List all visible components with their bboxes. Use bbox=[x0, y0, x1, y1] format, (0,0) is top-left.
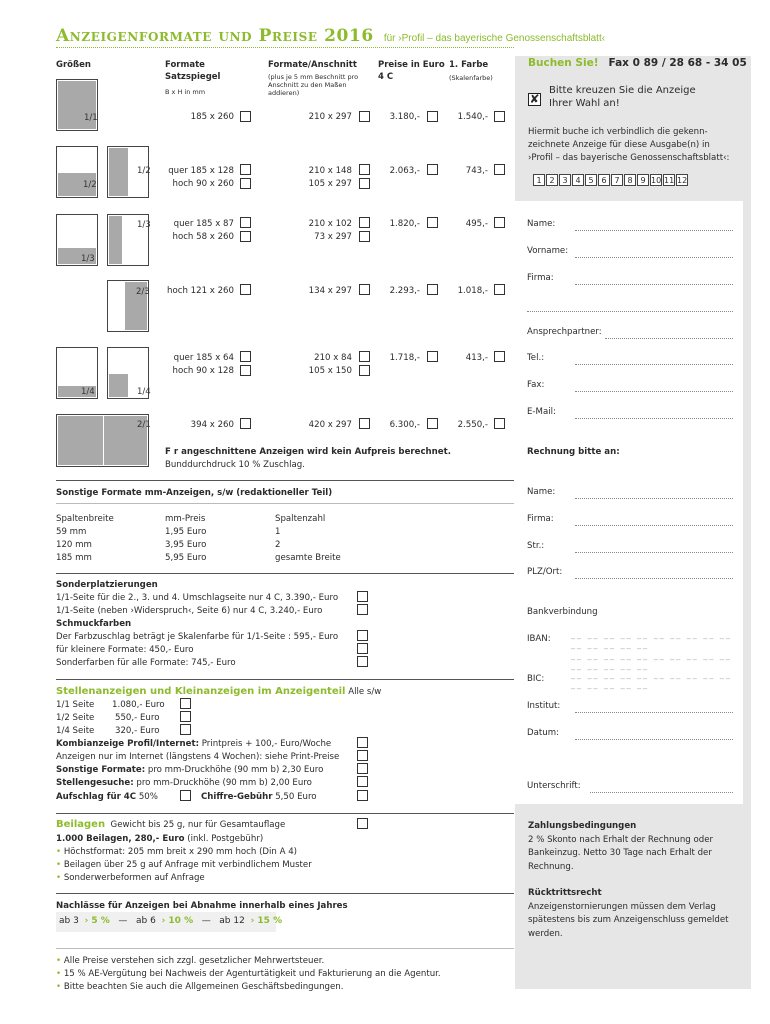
field-label: Str.: bbox=[527, 541, 545, 551]
checkbox-1-3-an-hoch[interactable] bbox=[359, 231, 370, 242]
frac-label: 1/2 bbox=[83, 180, 97, 190]
mm-cell: 120 mm bbox=[56, 540, 92, 550]
stellen-row-price: 1.080,- Euro bbox=[112, 700, 165, 710]
kombi-label: Kombianzeige Profil/Internet: bbox=[56, 739, 200, 749]
field-label: Vorname: bbox=[527, 246, 569, 256]
zahlung-text: 2 % Skonto nach Erhalt der Rechnung oder Bankeinzug. Netto 30 Tage nach Erhalt der Rechnung. bbox=[528, 835, 714, 872]
price-farbe: 1.018,- bbox=[457, 286, 488, 296]
nachlass-p1: › 5 % bbox=[84, 916, 110, 926]
checkbox-aufschlag[interactable] bbox=[180, 790, 191, 801]
rechnung-str-field[interactable] bbox=[575, 552, 733, 553]
checkbox-1-3-farbe[interactable] bbox=[494, 217, 505, 228]
field-label: PLZ/Ort: bbox=[527, 567, 563, 577]
price-4c: 1.718,- bbox=[389, 353, 420, 363]
mm-cell: 185 mm bbox=[56, 553, 92, 563]
col-preise: Preise in Euro bbox=[378, 60, 445, 70]
mm-cell: gesamte Breite bbox=[275, 553, 341, 563]
field-label: Name: bbox=[527, 219, 556, 229]
field-label: Institut: bbox=[527, 701, 561, 711]
beilagen-bullet: • Höchstformat: 205 mm breit x 290 mm hoch (Din A 4) bbox=[56, 847, 297, 858]
thumb-2-1 bbox=[56, 414, 149, 467]
checkbox-2-1-satz[interactable] bbox=[240, 418, 251, 429]
price-4c: 3.180,- bbox=[389, 112, 420, 122]
field-label: Datum: bbox=[527, 728, 559, 738]
satz-hoch: hoch 90 x 128 bbox=[172, 366, 234, 376]
chiffre-label: Chiffre-Gebühr bbox=[201, 792, 273, 802]
mm-cell: 3,95 Euro bbox=[165, 540, 207, 550]
beilagen-bullet: • Sonderwerbeformen auf Anfrage bbox=[56, 873, 205, 884]
checkbox-sonder-umschlag[interactable] bbox=[357, 591, 368, 602]
checkbox-sonder-widerspruch[interactable] bbox=[357, 604, 368, 615]
price-4c: 2.293,- bbox=[389, 286, 420, 296]
gesuche-text: pro mm-Druckhöhe (90 mm b) 2,00 Euro bbox=[133, 778, 312, 788]
rechnung-name-field[interactable] bbox=[575, 498, 733, 499]
stellen-heading bbox=[56, 685, 381, 698]
email-field[interactable] bbox=[575, 418, 733, 419]
stellen-row-label: 1/2 Seite bbox=[56, 713, 95, 723]
field-label: BIC: bbox=[527, 674, 545, 684]
beilagen-gewicht: Gewicht bis 25 g, nur für Gesamtauflage bbox=[110, 820, 286, 830]
satz-value: 185 x 260 bbox=[190, 112, 234, 122]
zahlung-title: Zahlungsbedingungen bbox=[528, 821, 637, 831]
ansprechpartner-field[interactable] bbox=[605, 338, 733, 339]
sonder-line: Sonderfarben für alle Formate: 745,- Euro bbox=[56, 658, 236, 668]
satz-quer: quer 185 x 128 bbox=[168, 166, 234, 176]
gesuche-label: Stellengesuche: bbox=[56, 778, 134, 788]
ausgabe-box[interactable]: 4 bbox=[572, 174, 584, 186]
divider bbox=[56, 893, 514, 894]
rueck-text: Anzeigenstornierungen müssen dem Verlag spätestens bis zum Anzeigenschluss gemeldet werden. bbox=[528, 902, 729, 939]
checkbox-1-2-4c[interactable] bbox=[427, 164, 438, 175]
checkbox-kleinere-formate[interactable] bbox=[357, 643, 368, 654]
stellen-row-label: 1/4 Seite bbox=[56, 726, 95, 736]
beilagen-anzahl-label: 1.000 Beilagen, 280,- Euro bbox=[56, 834, 185, 844]
mm-cell: 1,95 Euro bbox=[165, 527, 207, 537]
price-4c: 2.063,- bbox=[389, 166, 420, 176]
col-skalen: (Skalenfarbe) bbox=[449, 74, 493, 82]
ausgabe-box[interactable]: 8 bbox=[624, 174, 636, 186]
stellen-row-price: 320,- Euro bbox=[115, 726, 160, 736]
satz-value: 394 x 260 bbox=[190, 420, 234, 430]
nachlass-ab3: ab 3 bbox=[59, 916, 79, 926]
gesuche-line bbox=[56, 778, 312, 789]
price-4c: 1.820,- bbox=[389, 219, 420, 229]
buchen-label: Buchen Sie! bbox=[528, 57, 599, 69]
mm-cell: 5,95 Euro bbox=[165, 553, 207, 563]
divider bbox=[56, 813, 514, 814]
unterschrift-field[interactable] bbox=[590, 792, 733, 793]
schmuck-title: Schmuckfarben bbox=[56, 619, 132, 629]
anschnitt-quer: 210 x 102 bbox=[308, 219, 352, 229]
bic-field[interactable]: __ __ __ __ __ __ __ __ __ __ __ __ __ __ __ bbox=[571, 670, 732, 690]
checkbox-2-1-4c[interactable] bbox=[427, 418, 438, 429]
ausgabe-box[interactable]: 1 bbox=[533, 174, 545, 186]
checkbox-1-4-4c[interactable] bbox=[427, 351, 438, 362]
ausgabe-box[interactable]: 11 bbox=[664, 176, 675, 185]
sonder-line: Der Farbzuschlag beträgt je Skalenfarbe für 1/1-Seite : 595,- Euro bbox=[56, 632, 339, 642]
checkbox-1-1-satz[interactable] bbox=[240, 111, 251, 122]
checkbox-1-1-4c[interactable] bbox=[427, 111, 438, 122]
ausgabe-box[interactable]: 3 bbox=[559, 174, 571, 186]
frac-label: 2/1 bbox=[137, 420, 151, 430]
checkbox-1-2-quer[interactable] bbox=[240, 164, 251, 175]
aufschlag-text: 50% bbox=[136, 792, 158, 802]
nachlass-p3: › 15 % bbox=[250, 916, 283, 926]
footer-note: • Alle Preise verstehen sich zzgl. gesetzlicher Mehrwertsteuer. bbox=[56, 956, 506, 967]
checkbox-2-3-satz[interactable] bbox=[240, 284, 251, 295]
anschnitt-notice: F r angeschnittene Anzeigen wird kein Aufpreis berechnet. bbox=[165, 447, 451, 457]
checkbox-1-3-4c[interactable] bbox=[427, 217, 438, 228]
kombi-line bbox=[56, 739, 331, 750]
rueck-title: Rücktrittsrecht bbox=[528, 888, 602, 898]
vorname-field[interactable] bbox=[575, 257, 733, 258]
frac-label: 1/3 bbox=[137, 220, 151, 230]
firma-field-extra[interactable] bbox=[527, 311, 733, 312]
anschnitt-hoch: 105 x 150 bbox=[308, 366, 352, 376]
sonder-line: 1/1-Seite (neben ›Widerspruch‹, Seite 6) nur 4 C, 3.240,- Euro bbox=[56, 606, 323, 616]
frac-label: 1/2 bbox=[137, 166, 151, 176]
title-text: Anzeigenformate und Preise 2016 bbox=[56, 26, 374, 46]
sonstige-line bbox=[56, 765, 323, 776]
hiermit-text: Hiermit buche ich verbindlich die gekenn- zeichnete Anzeige für diese Ausgabe(n) in ›Profil – das bayerische Genossenschaftsblatt‹: bbox=[528, 127, 730, 163]
chiffre-line bbox=[201, 792, 317, 803]
footer-note: • Bitte beachten Sie auch die Allgemeinen Geschäftsbedingungen. bbox=[56, 982, 506, 993]
bund-notice: Bunddurchdruck 10 % Zuschlag. bbox=[165, 460, 305, 470]
checkbox-1-4-farbe[interactable] bbox=[494, 351, 505, 362]
kombi-text: Printpreis + 100,- Euro/Woche bbox=[199, 739, 332, 749]
stellen-row-price: 550,- Euro bbox=[115, 713, 160, 723]
ausgabe-box[interactable]: 2 bbox=[546, 174, 558, 186]
nachlass-row bbox=[59, 916, 282, 928]
buchen-line bbox=[528, 57, 747, 71]
field-label: Tel.: bbox=[527, 353, 545, 363]
tel-field[interactable] bbox=[575, 364, 733, 365]
satz-quer: quer 185 x 64 bbox=[173, 353, 234, 363]
iban-field[interactable]: __ __ __ __ __ __ __ __ __ __ __ __ __ __ __ bbox=[571, 630, 732, 650]
datum-field[interactable] bbox=[575, 739, 733, 740]
checkbox-farbzuschlag[interactable] bbox=[357, 630, 368, 641]
firma-field[interactable] bbox=[575, 284, 733, 285]
checked-box-icon: ✘ bbox=[529, 92, 540, 106]
sonder-title: Sonderplatzierungen bbox=[56, 580, 158, 590]
checkbox-kombi[interactable] bbox=[357, 737, 368, 748]
anschnitt-hoch: 105 x 297 bbox=[308, 179, 352, 189]
frac-label: 1/4 bbox=[137, 387, 151, 397]
mm-title: Sonstige Formate mm-Anzeigen, s/w (redaktioneller Teil) bbox=[56, 488, 333, 498]
checkbox-2-3-anschnitt[interactable] bbox=[359, 284, 370, 295]
aufschlag-label: Aufschlag für 4C bbox=[56, 792, 137, 802]
frac-label: 2/3 bbox=[136, 287, 150, 297]
checkbox-1-2-hoch[interactable] bbox=[240, 178, 251, 189]
checkbox-1-2-farbe[interactable] bbox=[494, 164, 505, 175]
mm-cell: 2 bbox=[275, 540, 281, 550]
mm-header: mm-Preis bbox=[165, 514, 206, 524]
divider bbox=[56, 503, 514, 504]
checkbox-1-2-an-hoch[interactable] bbox=[359, 178, 370, 189]
divider bbox=[56, 573, 514, 574]
page-subtitle: für ›Profil – das bayerische Genossenschaftsblatt‹ bbox=[383, 33, 606, 44]
frac-label: 1/3 bbox=[81, 254, 95, 264]
anschnitt-value: 210 x 297 bbox=[308, 112, 352, 122]
satz-hoch: hoch 58 x 260 bbox=[172, 232, 234, 242]
mm-cell: 1 bbox=[275, 527, 281, 537]
field-label: E-Mail: bbox=[527, 407, 556, 417]
anschnitt-hoch: 73 x 297 bbox=[314, 232, 352, 242]
kreuzen-text: Bitte kreuzen Sie die Anzeige Ihrer Wahl an! bbox=[549, 85, 696, 109]
sonder-line: 1/1-Seite für die 2., 3. und 4. Umschlagseite nur 4 C, 3.390,- Euro bbox=[56, 593, 339, 603]
price-farbe: 495,- bbox=[465, 219, 488, 229]
frac-label: 1/4 bbox=[81, 387, 95, 397]
price-4c: 6.300,- bbox=[389, 420, 420, 430]
checkbox-sonderfarben[interactable] bbox=[357, 656, 368, 667]
mm-header: Spaltenzahl bbox=[275, 514, 326, 524]
checkbox-1-4-an-quer[interactable] bbox=[359, 351, 370, 362]
mm-header: Spaltenbreite bbox=[56, 514, 114, 524]
ausgabe-box[interactable]: 12 bbox=[677, 176, 688, 185]
ausgabe-box[interactable]: 6 bbox=[598, 174, 610, 186]
checkbox-1-3-quer[interactable] bbox=[240, 217, 251, 228]
beilagen-anzahl-text: (inkl. Postgebühr) bbox=[184, 834, 264, 844]
checkbox-1-1-anschnitt[interactable] bbox=[359, 111, 370, 122]
price-farbe: 2.550,- bbox=[457, 420, 488, 430]
separator: — bbox=[118, 916, 128, 926]
checkbox-2-1-farbe[interactable] bbox=[494, 418, 505, 429]
field-label: Name: bbox=[527, 487, 556, 497]
rechnung-firma-field[interactable] bbox=[575, 525, 733, 526]
institut-field[interactable] bbox=[575, 712, 733, 713]
fax-number: Fax 0 89 / 28 68 - 34 05 bbox=[608, 57, 747, 69]
checkbox-chiffre[interactable] bbox=[357, 790, 368, 801]
anschnitt-value: 134 x 297 bbox=[308, 286, 352, 296]
checkbox-stellen-1-2[interactable] bbox=[180, 711, 191, 722]
price-farbe: 413,- bbox=[465, 353, 488, 363]
price-farbe: 743,- bbox=[465, 166, 488, 176]
col-formate: Formate bbox=[165, 60, 205, 70]
footer-note: • 15 % AE-Vergütung bei Nachweis der Agenturtätigkeit und Fakturierung an die Agentur. bbox=[56, 969, 506, 980]
separator: — bbox=[201, 916, 211, 926]
checkbox-1-1-farbe[interactable] bbox=[494, 111, 505, 122]
iban-field-2[interactable]: __ __ __ __ __ __ __ __ __ __ __ __ __ __ __ bbox=[571, 651, 732, 671]
beilagen-bullet: • Beilagen über 25 g auf Anfrage mit verbindlichem Muster bbox=[56, 860, 312, 871]
bank-label: Bankverbindung bbox=[527, 607, 598, 617]
divider bbox=[56, 480, 514, 481]
mm-cell: 59 mm bbox=[56, 527, 87, 537]
checkbox-sonstige[interactable] bbox=[357, 763, 368, 774]
field-label: Fax: bbox=[527, 380, 545, 390]
checkbox-1-3-an-quer[interactable] bbox=[359, 217, 370, 228]
field-label: Ansprechpartner: bbox=[527, 327, 602, 337]
aufschlag-line bbox=[56, 792, 158, 803]
checkbox-2-3-4c[interactable] bbox=[427, 284, 438, 295]
checkbox-1-2-an-quer[interactable] bbox=[359, 164, 370, 175]
anschnitt-quer: 210 x 84 bbox=[314, 353, 352, 363]
sonder-line: für kleinere Formate: 450,- Euro bbox=[56, 645, 194, 655]
stellen-suffix: Alle s/w bbox=[348, 687, 382, 697]
checkbox-stellen-1-4[interactable] bbox=[180, 724, 191, 735]
checkbox-2-3-farbe[interactable] bbox=[494, 284, 505, 295]
col-4c: 4 C bbox=[378, 72, 394, 82]
checkbox-stellen-1-1[interactable] bbox=[180, 698, 191, 709]
col-anschnitt: Formate/Anschnitt bbox=[268, 60, 357, 70]
order-form-card bbox=[515, 201, 743, 804]
chiffre-text: 5,50 Euro bbox=[272, 792, 317, 802]
col-anschnitt-note: (plus je 5 mm Beschnitt pro Anschnitt zu den Maßen addieren) bbox=[268, 73, 359, 98]
nachlass-title: Nachlässe für Anzeigen bei Abnahme innerhalb eines Jahres bbox=[56, 901, 348, 911]
field-label: Unterschrift: bbox=[527, 781, 581, 791]
checkbox-1-4-an-hoch[interactable] bbox=[359, 365, 370, 376]
col-farbe: 1. Farbe bbox=[449, 60, 489, 70]
anschnitt-quer: 210 x 148 bbox=[308, 166, 352, 176]
field-label: Firma: bbox=[527, 514, 554, 524]
ausgabe-box[interactable]: 10 bbox=[651, 176, 662, 185]
satz-quer: quer 185 x 87 bbox=[173, 219, 234, 229]
ausgabe-box[interactable]: 7 bbox=[611, 174, 623, 186]
checkbox-1-4-quer[interactable] bbox=[240, 351, 251, 362]
rechnung-plz-field[interactable] bbox=[575, 578, 733, 579]
checkbox-beilagen[interactable] bbox=[357, 818, 368, 829]
field-label: IBAN: bbox=[527, 634, 551, 644]
col-bxh: B x H in mm bbox=[165, 88, 206, 96]
name-field[interactable] bbox=[575, 230, 733, 231]
col-satzspiegel: Satzspiegel bbox=[165, 72, 221, 82]
nachlass-ab12: ab 12 bbox=[219, 916, 245, 926]
sonstige-text: pro mm-Druckhöhe (90 mm b) 2,30 Euro bbox=[145, 765, 324, 775]
page-title bbox=[56, 25, 605, 47]
ausgabe-box[interactable]: 9 bbox=[637, 174, 649, 186]
ausgaben-boxes bbox=[533, 174, 689, 187]
beilagen-anzahl bbox=[56, 834, 263, 845]
ausgabe-box[interactable]: 5 bbox=[585, 174, 597, 186]
checkbox-2-1-anschnitt[interactable] bbox=[359, 418, 370, 429]
checkbox-gesuche[interactable] bbox=[357, 776, 368, 787]
stellen-row-label: 1/1 Seite bbox=[56, 700, 95, 710]
beilagen-title: Beilagen bbox=[56, 819, 106, 830]
rechnung-title: Rechnung bitte an: bbox=[527, 447, 620, 457]
checkbox-internet[interactable] bbox=[357, 750, 368, 761]
checkbox-1-4-hoch[interactable] bbox=[240, 365, 251, 376]
anschnitt-value: 420 x 297 bbox=[308, 420, 352, 430]
field-label: Firma: bbox=[527, 273, 554, 283]
divider bbox=[56, 679, 514, 680]
frac-label: 1/1 bbox=[84, 113, 98, 123]
divider bbox=[56, 948, 514, 949]
sonstige-label: Sonstige Formate: bbox=[56, 765, 146, 775]
internet-line: Anzeigen nur im Internet (längstens 4 Wochen): siehe Print-Preise bbox=[56, 752, 340, 762]
nachlass-ab6: ab 6 bbox=[136, 916, 156, 926]
fax-field[interactable] bbox=[575, 391, 733, 392]
satz-value: hoch 121 x 260 bbox=[167, 286, 234, 296]
col-groessen: Größen bbox=[56, 60, 91, 70]
nachlass-p2: › 10 % bbox=[161, 916, 194, 926]
price-farbe: 1.540,- bbox=[457, 112, 488, 122]
title-rule bbox=[56, 47, 514, 48]
stellen-title: Stellenanzeigen und Kleinanzeigen im Anzeigenteil bbox=[56, 686, 346, 697]
satz-hoch: hoch 90 x 260 bbox=[172, 179, 234, 189]
checkbox-1-3-hoch[interactable] bbox=[240, 231, 251, 242]
beilagen-heading bbox=[56, 818, 285, 831]
